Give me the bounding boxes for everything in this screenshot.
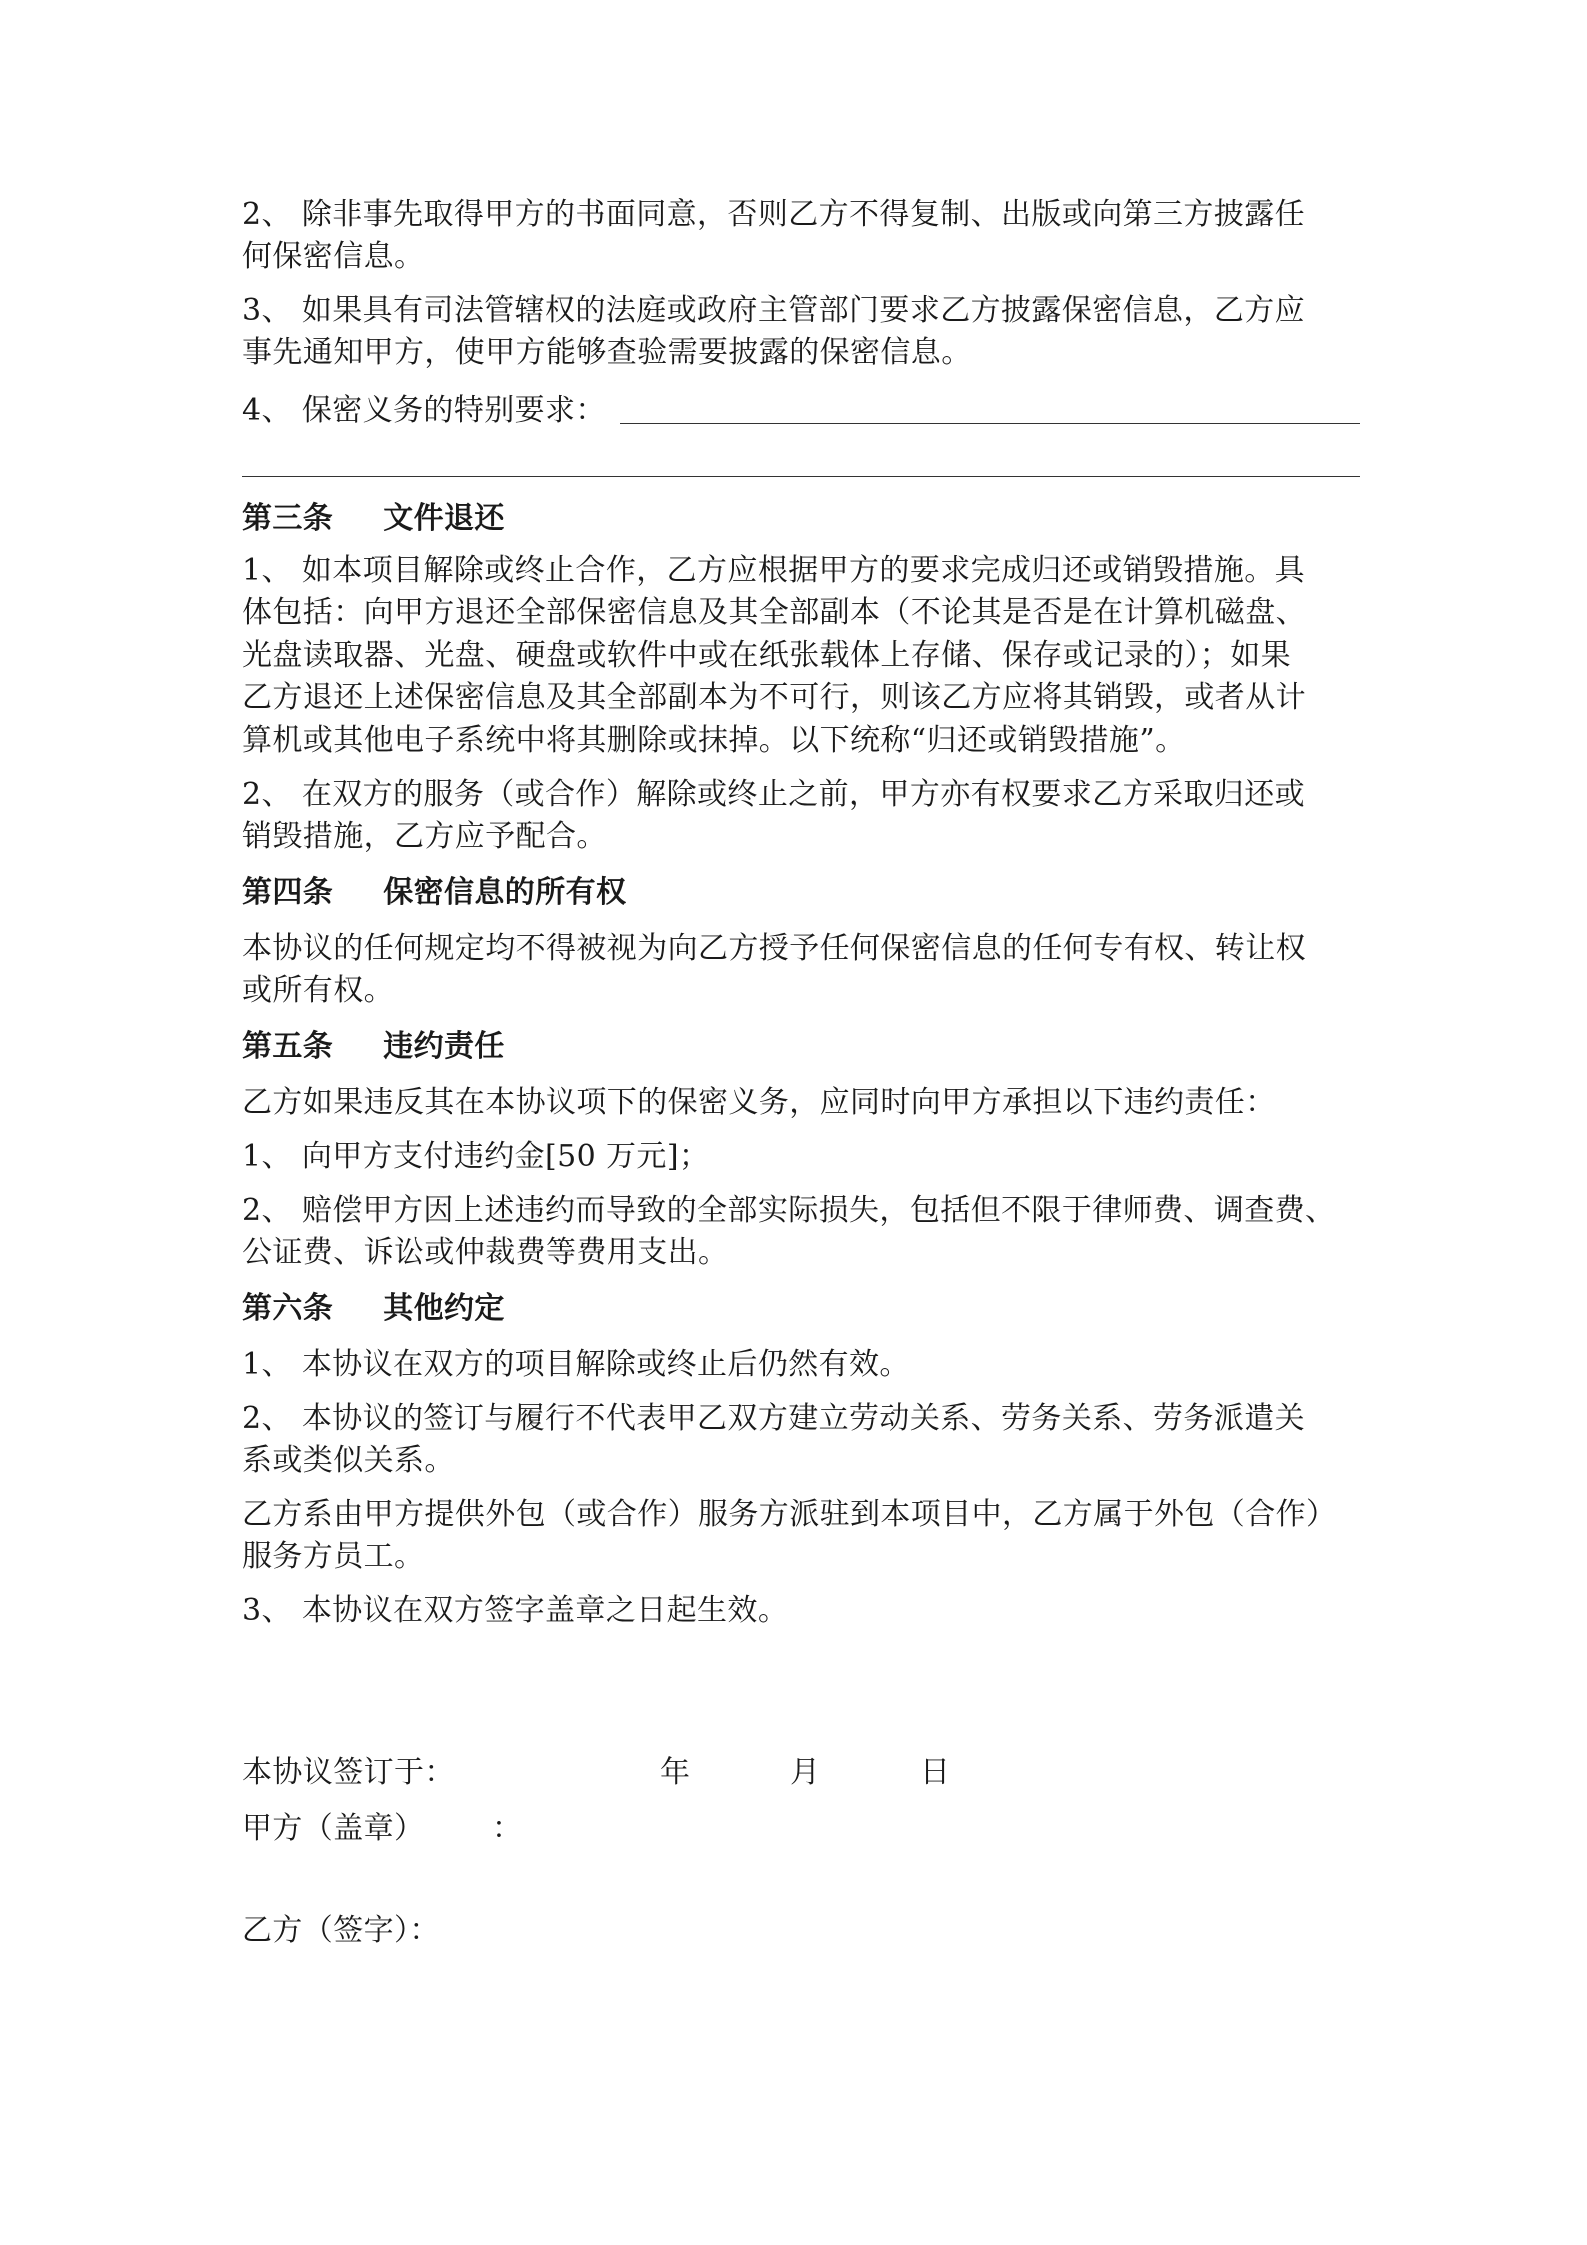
clause-2-line-2: 何保密信息。 xyxy=(242,239,425,274)
article-3-item-1-line: 光盘读取器、光盘、硬盘或软件中或在纸张载体上存储、保存或记录的）；如果 xyxy=(242,638,1291,673)
article-4-line: 本协议的任何规定均不得被视为向乙方授予任何保密信息的任何专有权、转让权 xyxy=(242,931,1306,966)
article-3-number: 第三条 xyxy=(242,501,334,536)
article-5-intro: 乙方如果违反其在本协议项下的保密义务，应同时向甲方承担以下违约责任： xyxy=(242,1085,1276,1120)
article-3-item-1-line: 体包括：向甲方退还全部保密信息及其全部副本（不论其是否是在计算机磁盘、 xyxy=(242,595,1306,630)
article-6-heading xyxy=(242,1288,1360,1330)
party-a-colon: ： xyxy=(492,1811,523,1846)
article-3-item-1-line: 乙方退还上述保密信息及其全部副本为不可行，则该乙方应将其销毁，或者从计 xyxy=(242,680,1306,715)
article-6-item-1: 1、 本协议在双方的项目解除或终止后仍然有效。 xyxy=(242,1347,910,1382)
article-5-item-2-line: 公证费、诉讼或仲裁费等费用支出。 xyxy=(242,1235,729,1270)
article-3-item-1-line: 算机或其他电子系统中将其删除或抹掉。以下统称“归还或销毁措施”。 xyxy=(242,723,1186,758)
article-6-note-line: 服务方员工。 xyxy=(242,1539,425,1574)
month-label: 月 xyxy=(790,1755,821,1790)
article-4-title: 保密信息的所有权 xyxy=(383,875,627,910)
article-3-heading xyxy=(242,498,1360,540)
article-3-title: 文件退还 xyxy=(383,501,505,536)
year-label: 年 xyxy=(660,1755,691,1790)
article-6-title: 其他约定 xyxy=(383,1291,505,1326)
article-6-item-3: 3、 本协议在双方签字盖章之日起生效。 xyxy=(242,1593,789,1628)
article-6-number: 第六条 xyxy=(242,1291,334,1326)
article-5-number: 第五条 xyxy=(242,1029,334,1064)
article-4-number: 第四条 xyxy=(242,875,334,910)
article-5-heading xyxy=(242,1026,1360,1068)
clause-2-line-1: 2、 除非事先取得甲方的书面同意，否则乙方不得复制、出版或向第三方披露任 xyxy=(242,197,1306,232)
clause-3-line-1: 3、 如果具有司法管辖权的法庭或政府主管部门要求乙方披露保密信息，乙方应 xyxy=(242,293,1306,328)
article-3-item-1-line: 1、 如本项目解除或终止合作，乙方应根据甲方的要求完成归还或销毁措施。具 xyxy=(242,553,1306,588)
blank-line-2 xyxy=(242,476,1360,477)
article-6-note-line: 乙方系由甲方提供外包（或合作）服务方派驻到本项目中，乙方属于外包（合作） xyxy=(242,1497,1337,1532)
article-5-item-1: 1、 向甲方支付违约金[50 万元]； xyxy=(242,1139,710,1174)
party-b-label: 乙方（签字）： xyxy=(242,1913,440,1948)
day-label: 日 xyxy=(920,1755,951,1790)
blank-line-1 xyxy=(620,423,1360,424)
article-5-item-2-line: 2、 赔偿甲方因上述违约而导致的全部实际损失，包括但不限于律师费、调查费、 xyxy=(242,1193,1336,1228)
signed-on-label: 本协议签订于： xyxy=(242,1755,455,1790)
clause-3-line-2: 事先通知甲方，使甲方能够查验需要披露的保密信息。 xyxy=(242,335,972,370)
article-6-item-2-line: 2、 本协议的签订与履行不代表甲乙双方建立劳动关系、劳务关系、劳务派遣关 xyxy=(242,1401,1306,1436)
article-4-heading xyxy=(242,872,1360,914)
article-3-item-2-line: 2、 在双方的服务（或合作）解除或终止之前，甲方亦有权要求乙方采取归还或 xyxy=(242,777,1306,812)
clause-4-special-requirements: 4、 保密义务的特别要求： xyxy=(242,393,606,428)
article-6-item-2-line: 系或类似关系。 xyxy=(242,1443,455,1478)
article-4-line: 或所有权。 xyxy=(242,973,394,1008)
party-a-label: 甲方（盖章） xyxy=(242,1811,425,1846)
article-5-title: 违约责任 xyxy=(383,1029,505,1064)
article-3-item-2-line: 销毁措施，乙方应予配合。 xyxy=(242,819,607,854)
